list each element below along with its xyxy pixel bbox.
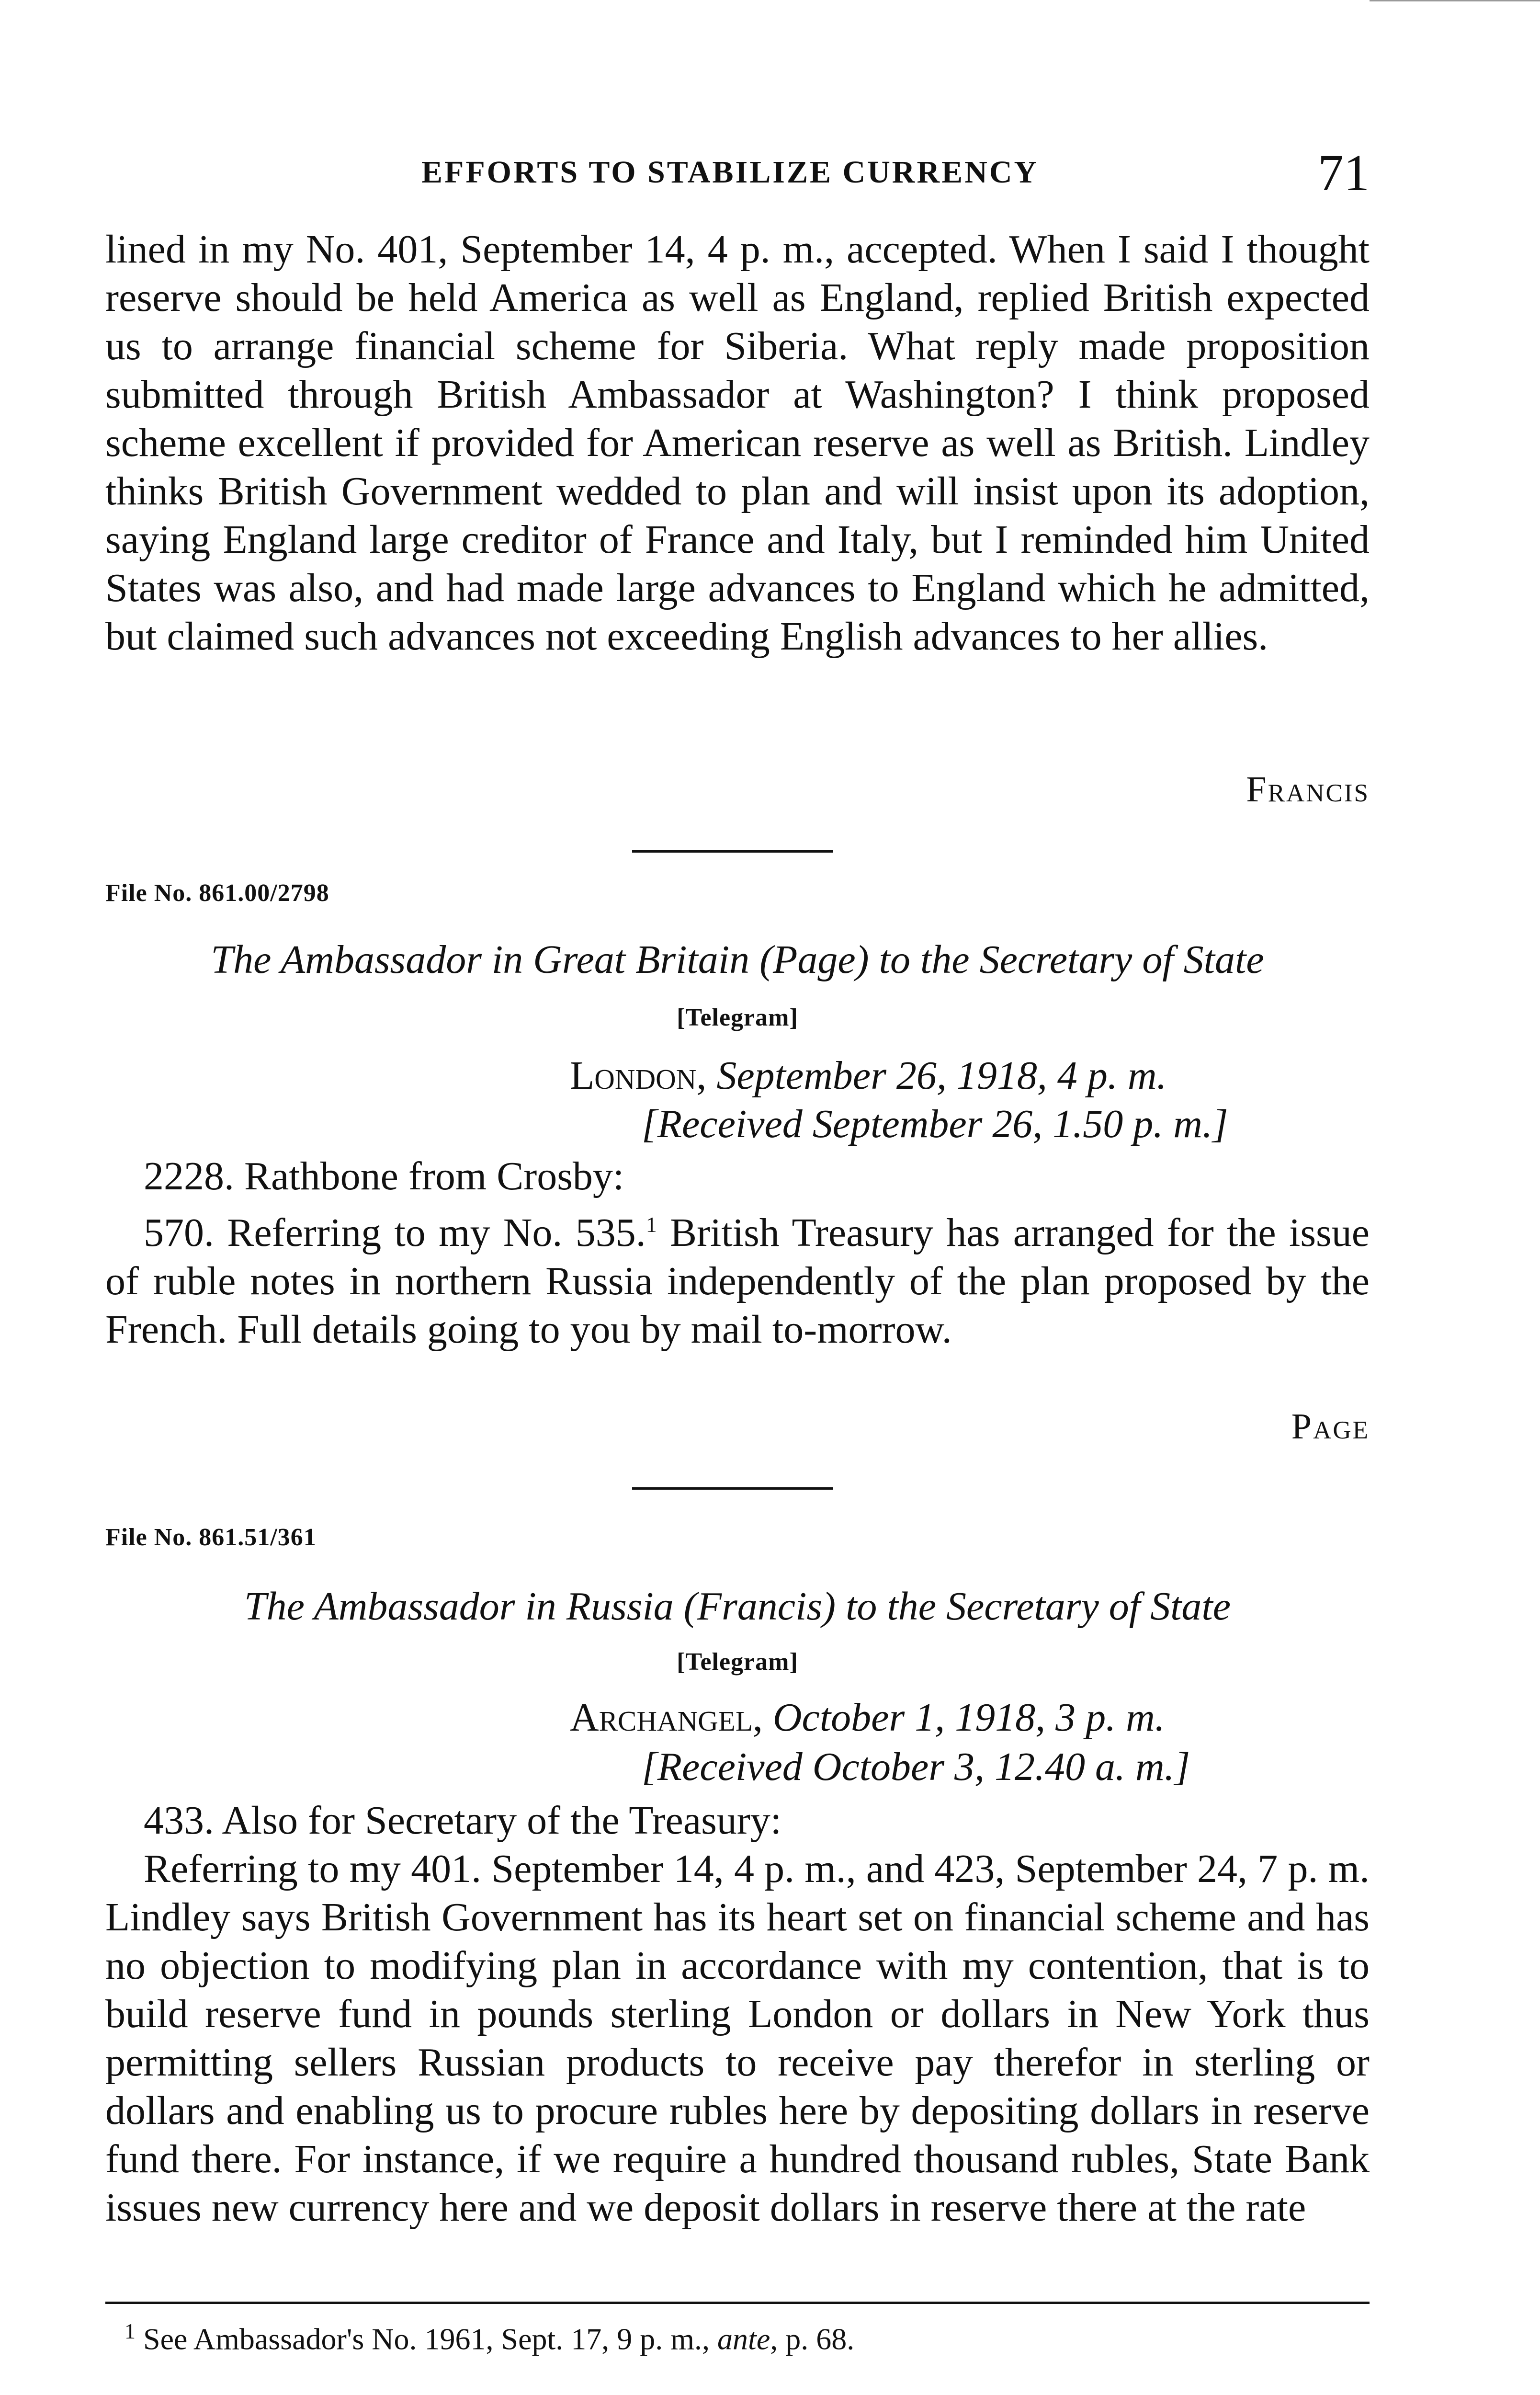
section-1-body: lined in my No. 401, September 14, 4 p. m., accepted. When I said I thought reserve should be held America as well as England, replied British expected us to arrange financial scheme for Siberia. What reply made proposition submitted through British Ambassador at Washington? I think proposed scheme excellent if provided for American reserve as well as British. Lindley thinks British Government wedded to plan and will insist upon its adoption, saying England large creditor of France and Italy, but I reminded him United States was also, and had made large advances to England which he admitted, but claimed such advances not exceeding English advances to her allies. — [105, 227, 1370, 659]
section-divider-1 — [632, 850, 833, 853]
section-2-text-b: British Treasury has arranged for the issue of ruble notes in northern Russia independently of the plan proposed by the French. Full details going to you by mail to-morrow. — [105, 1210, 1370, 1352]
section-3-paragraph: Referring to my 401. September 14, 4 p. m., and 423, September 24, 7 p. m. Lindley says British Government has its heart set on financial scheme and has no objection to modifying plan in accordance with my contention, that is to build reserve fund in pounds sterling London or dollars in New York thus permitting sellers Russian products to receive pay therefor in sterling or dollars and enabling us to procure rubles here by depositing dollars in reserve fund there. For instance, if we require a hundred thousand rubles, State Bank issues new currency here and we deposit dollars in reserve there at the rate — [105, 1847, 1370, 2230]
section-3-file-number: File No. 861.51/361 — [105, 1524, 317, 1551]
section-2-text-a: 570. Referring to my No. 535. — [144, 1210, 646, 1255]
section-3-body — [105, 1796, 1370, 2232]
section-1 — [105, 225, 1370, 661]
footnote-reference: 1 — [645, 1212, 657, 1237]
footnote-ante: ante — [717, 2322, 770, 2356]
page-number: 71 — [1318, 145, 1370, 202]
section-divider-2 — [632, 1487, 833, 1490]
footnote-rule — [105, 2302, 1370, 2304]
section-2-line-1: 2228. Rathbone from Crosby: — [144, 1154, 624, 1198]
footnote-text-b: , p. 68. — [770, 2322, 855, 2356]
section-3-title: The Ambassador in Russia (Francis) to the Secretary of State — [244, 1584, 1231, 1629]
section-2-signature: Page — [1291, 1406, 1370, 1447]
footnote-text-a: See Ambassador's No. 1961, Sept. 17, 9 p. m., — [136, 2322, 718, 2356]
section-2-body — [105, 1152, 1370, 1354]
section-2-paragraph — [105, 1200, 1370, 1354]
section-3-received: [Received October 3, 12.40 a. m.] — [642, 1745, 1190, 1789]
page-edge-line — [1370, 0, 1540, 1]
running-header — [105, 144, 1370, 202]
section-3-place: Archangel, — [570, 1695, 763, 1740]
section-3-date: October 1, 1918, 3 p. m. — [772, 1695, 1165, 1740]
section-2-dateline — [570, 1051, 1167, 1100]
footnote — [125, 2318, 1370, 2357]
section-3-dateline — [570, 1693, 1165, 1742]
footnote-marker: 1 — [125, 2319, 136, 2343]
section-3-line-1: 433. Also for Secretary of the Treasury: — [144, 1798, 782, 1843]
section-2-received: [Received September 26, 1.50 p. m.] — [642, 1102, 1228, 1146]
section-2-file-number: File No. 861.00/2798 — [105, 879, 329, 907]
section-2-telegram-label: [Telegram] — [677, 1004, 798, 1031]
running-title: EFFORTS TO STABILIZE CURRENCY — [421, 155, 1039, 190]
section-2-date: September 26, 1918, 4 p. m. — [716, 1053, 1167, 1098]
section-1-signature: Francis — [1246, 769, 1370, 810]
section-2-place: London, — [570, 1053, 707, 1098]
section-3-telegram-label: [Telegram] — [677, 1648, 798, 1676]
section-2-title: The Ambassador in Great Britain (Page) to the Secretary of State — [211, 937, 1264, 982]
